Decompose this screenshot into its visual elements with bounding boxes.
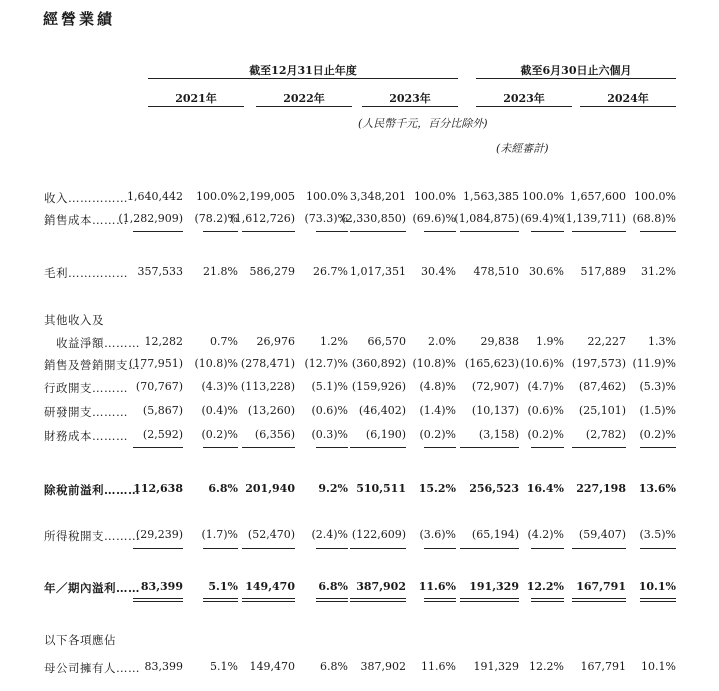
percent-cell: (0.3)%: [311, 428, 348, 441]
percent-cell: 30.4%: [421, 265, 456, 278]
percent-cell: 100.0%: [306, 190, 348, 203]
table-row: [0, 357, 719, 371]
amount-cell: (360,892): [351, 357, 406, 370]
unit-note: (人民幣千元，百分比除外): [358, 117, 488, 130]
percent-cell: (4.7)%: [527, 380, 564, 393]
total-double-rule: [424, 598, 456, 602]
amount-cell: (1,084,875): [454, 212, 519, 225]
amount-cell: 167,791: [580, 660, 626, 673]
subtotal-rule: [460, 231, 519, 232]
percent-cell: 6.8%: [318, 580, 348, 593]
percent-cell: (10.8)%: [194, 357, 238, 370]
percent-cell: 15.2%: [418, 482, 456, 495]
percent-cell: (78.2)%: [194, 212, 238, 225]
amount-cell: 357,533: [137, 265, 183, 278]
total-double-rule: [203, 598, 238, 602]
amount-cell: 191,329: [473, 660, 519, 673]
subtotal-rule: [640, 548, 676, 549]
row-label: 銷售及營銷開支….: [44, 358, 145, 372]
total-double-rule: [531, 598, 564, 602]
row-label: 收入……………: [44, 191, 128, 205]
amount-cell: (6,356): [254, 428, 295, 441]
amount-cell: (159,926): [351, 380, 406, 393]
amount-cell: 83,399: [144, 660, 183, 673]
percent-cell: (2.4)%: [311, 528, 348, 541]
total-double-rule: [572, 598, 626, 602]
amount-cell: (2,330,850): [341, 212, 406, 225]
amount-cell: (10,137): [471, 404, 519, 417]
amount-cell: 66,570: [367, 335, 406, 348]
subtotal-rule: [572, 447, 626, 448]
total-double-rule: [242, 598, 295, 602]
amount-cell: 387,902: [360, 660, 406, 673]
total-double-rule: [460, 598, 519, 602]
percent-cell: (0.2)%: [527, 428, 564, 441]
percent-cell: 0.7%: [210, 335, 238, 348]
table-row: [0, 380, 719, 394]
percent-cell: (0.2)%: [639, 428, 676, 441]
amount-cell: (13,260): [247, 404, 295, 417]
amount-cell: 83,399: [140, 580, 183, 593]
subtotal-rule: [640, 447, 676, 448]
amount-cell: (52,470): [247, 528, 295, 541]
year-header-2023-h1: 2023年: [503, 92, 545, 105]
amount-cell: 2,199,005: [239, 190, 295, 203]
amount-cell: 3,348,201: [350, 190, 406, 203]
percent-cell: (1.4)%: [419, 404, 456, 417]
percent-cell: (3.6)%: [419, 528, 456, 541]
percent-cell: 100.0%: [414, 190, 456, 203]
percent-cell: 5.1%: [208, 580, 238, 593]
percent-cell: (10.6)%: [520, 357, 564, 370]
percent-cell: (73.3)%: [304, 212, 348, 225]
row-label: 毛利……………: [44, 266, 128, 280]
amount-cell: (6,190): [365, 428, 406, 441]
amount-cell: (2,782): [585, 428, 626, 441]
table-row: [0, 428, 719, 442]
amount-cell: (5,867): [142, 404, 183, 417]
percent-cell: 5.1%: [210, 660, 238, 673]
percent-cell: 6.8%: [320, 660, 348, 673]
amount-cell: 26,976: [256, 335, 295, 348]
row-label: 母公司擁有人……: [44, 661, 140, 675]
percent-cell: (5.1)%: [311, 380, 348, 393]
subtotal-rule: [640, 231, 676, 232]
amount-cell: (3,158): [478, 428, 519, 441]
row-label: 除稅前溢利………: [44, 483, 140, 497]
amount-cell: (1,282,909): [118, 212, 183, 225]
amount-cell: (87,462): [578, 380, 626, 393]
percent-cell: 100.0%: [196, 190, 238, 203]
subtotal-rule: [531, 447, 564, 448]
amount-cell: 167,791: [576, 580, 626, 593]
subtotal-rule: [316, 548, 348, 549]
percent-cell: (10.8)%: [412, 357, 456, 370]
amount-cell: 149,470: [249, 660, 295, 673]
percent-cell: 12.2%: [526, 580, 564, 593]
subtotal-rule: [424, 548, 456, 549]
amount-cell: (72,907): [471, 380, 519, 393]
amount-cell: 1,640,442: [127, 190, 183, 203]
total-double-rule: [350, 598, 406, 602]
percent-cell: 6.8%: [208, 482, 238, 495]
amount-cell: (197,573): [571, 357, 626, 370]
table-row: [0, 312, 719, 326]
subtotal-rule: [133, 548, 183, 549]
subtotal-rule: [242, 447, 295, 448]
amount-cell: (278,471): [240, 357, 295, 370]
amount-cell: (177,951): [128, 357, 183, 370]
percent-cell: (3.5)%: [639, 528, 676, 541]
table-row: [0, 528, 719, 542]
percent-cell: 11.6%: [418, 580, 456, 593]
amount-cell: (70,767): [135, 380, 183, 393]
percent-cell: 31.2%: [641, 265, 676, 278]
year-header-2021: 2021年: [175, 92, 217, 105]
subtotal-rule: [572, 548, 626, 549]
row-label: 其他收入及: [44, 313, 104, 327]
percent-cell: 12.2%: [529, 660, 564, 673]
amount-cell: 112,638: [133, 482, 183, 495]
total-double-rule: [640, 598, 676, 602]
amount-cell: 510,511: [356, 482, 406, 495]
percent-cell: 10.1%: [641, 660, 676, 673]
row-label: 所得稅開支………: [44, 529, 140, 543]
table-row: [0, 190, 719, 204]
total-double-rule: [316, 598, 348, 602]
percent-cell: 10.1%: [638, 580, 676, 593]
subtotal-rule: [424, 447, 456, 448]
percent-cell: (4.8)%: [419, 380, 456, 393]
header-group-interim: 截至6月30日止六個月: [520, 64, 632, 77]
amount-cell: (29,239): [135, 528, 183, 541]
percent-cell: (12.7)%: [304, 357, 348, 370]
percent-cell: 2.0%: [428, 335, 456, 348]
year-header-2023: 2023年: [389, 92, 431, 105]
percent-cell: 16.4%: [526, 482, 564, 495]
amount-cell: 201,940: [245, 482, 295, 495]
subtotal-rule: [531, 231, 564, 232]
percent-cell: (68.8)%: [632, 212, 676, 225]
percent-cell: 1.9%: [536, 335, 564, 348]
percent-cell: (1.5)%: [639, 404, 676, 417]
amount-cell: (1,139,711): [561, 212, 626, 225]
table-row: [0, 580, 719, 594]
amount-cell: 586,279: [249, 265, 295, 278]
percent-cell: 1.2%: [320, 335, 348, 348]
subtotal-rule: [350, 548, 406, 549]
table-row: [0, 335, 719, 349]
percent-cell: (5.3)%: [639, 380, 676, 393]
amount-cell: 517,889: [580, 265, 626, 278]
percent-cell: (69.6)%: [412, 212, 456, 225]
amount-cell: 1,563,385: [463, 190, 519, 203]
subtotal-rule: [350, 447, 406, 448]
percent-cell: (0.6)%: [311, 404, 348, 417]
table-row: [0, 404, 719, 418]
percent-cell: 13.6%: [638, 482, 676, 495]
subtotal-rule: [460, 447, 519, 448]
amount-cell: 22,227: [587, 335, 626, 348]
amount-cell: (113,228): [240, 380, 295, 393]
percent-cell: (4.3)%: [201, 380, 238, 393]
amount-cell: 478,510: [473, 265, 519, 278]
subtotal-rule: [424, 231, 456, 232]
header-group-annual: 截至12月31日止年度: [249, 64, 357, 77]
subtotal-rule: [203, 231, 238, 232]
row-label: 研發開支………: [44, 405, 128, 419]
percent-cell: 9.2%: [318, 482, 348, 495]
subtotal-rule: [460, 548, 519, 549]
table-row: [0, 482, 719, 496]
amount-cell: 387,902: [356, 580, 406, 593]
percent-cell: (0.4)%: [201, 404, 238, 417]
table-row: [0, 660, 719, 674]
subtotal-rule: [133, 447, 183, 448]
subtotal-rule: [316, 231, 348, 232]
table-row: [0, 265, 719, 279]
amount-cell: 1,017,351: [350, 265, 406, 278]
percent-cell: (69.4)%: [520, 212, 564, 225]
percent-cell: 21.8%: [203, 265, 238, 278]
amount-cell: (25,101): [578, 404, 626, 417]
subtotal-rule: [531, 548, 564, 549]
subtotal-rule: [572, 231, 626, 232]
subtotal-rule: [133, 231, 183, 232]
amount-cell: (2,592): [142, 428, 183, 441]
amount-cell: (122,609): [351, 528, 406, 541]
amount-cell: 29,838: [480, 335, 519, 348]
percent-cell: (11.9)%: [632, 357, 676, 370]
percent-cell: 100.0%: [634, 190, 676, 203]
amount-cell: 191,329: [469, 580, 519, 593]
row-label: 銷售成本………: [44, 213, 128, 227]
row-label: 收益淨額………: [44, 336, 140, 350]
amount-cell: 227,198: [576, 482, 626, 495]
percent-cell: 1.3%: [648, 335, 676, 348]
percent-cell: (4.2)%: [527, 528, 564, 541]
percent-cell: (0.6)%: [527, 404, 564, 417]
percent-cell: (1.7)%: [201, 528, 238, 541]
subtotal-rule: [203, 548, 238, 549]
amount-cell: 149,470: [245, 580, 295, 593]
year-header-2024-h1: 2024年: [607, 92, 649, 105]
percent-cell: (0.2)%: [419, 428, 456, 441]
percent-cell: 26.7%: [313, 265, 348, 278]
amount-cell: 256,523: [469, 482, 519, 495]
percent-cell: (0.2)%: [201, 428, 238, 441]
row-label: 以下各項應佔: [44, 633, 116, 647]
percent-cell: 100.0%: [522, 190, 564, 203]
table-row: [0, 212, 719, 226]
subtotal-rule: [203, 447, 238, 448]
subtotal-rule: [242, 548, 295, 549]
year-header-2022: 2022年: [283, 92, 325, 105]
amount-cell: (65,194): [471, 528, 519, 541]
row-label: 財務成本………: [44, 429, 128, 443]
percent-cell: 30.6%: [529, 265, 564, 278]
amount-cell: 1,657,600: [570, 190, 626, 203]
amount-cell: (46,402): [358, 404, 406, 417]
amount-cell: (165,623): [464, 357, 519, 370]
subtotal-rule: [350, 231, 406, 232]
amount-cell: (59,407): [578, 528, 626, 541]
unaudited-note: (未經審計): [496, 142, 549, 155]
subtotal-rule: [242, 231, 295, 232]
table-row: [0, 632, 719, 646]
row-label: 行政開支………: [44, 381, 128, 395]
percent-cell: 11.6%: [421, 660, 456, 673]
row-label: 年／期內溢利……: [44, 581, 140, 595]
amount-cell: (1,612,726): [230, 212, 295, 225]
total-double-rule: [133, 598, 183, 602]
subtotal-rule: [316, 447, 348, 448]
amount-cell: 12,282: [144, 335, 183, 348]
section-title: 經營業績: [43, 10, 116, 28]
